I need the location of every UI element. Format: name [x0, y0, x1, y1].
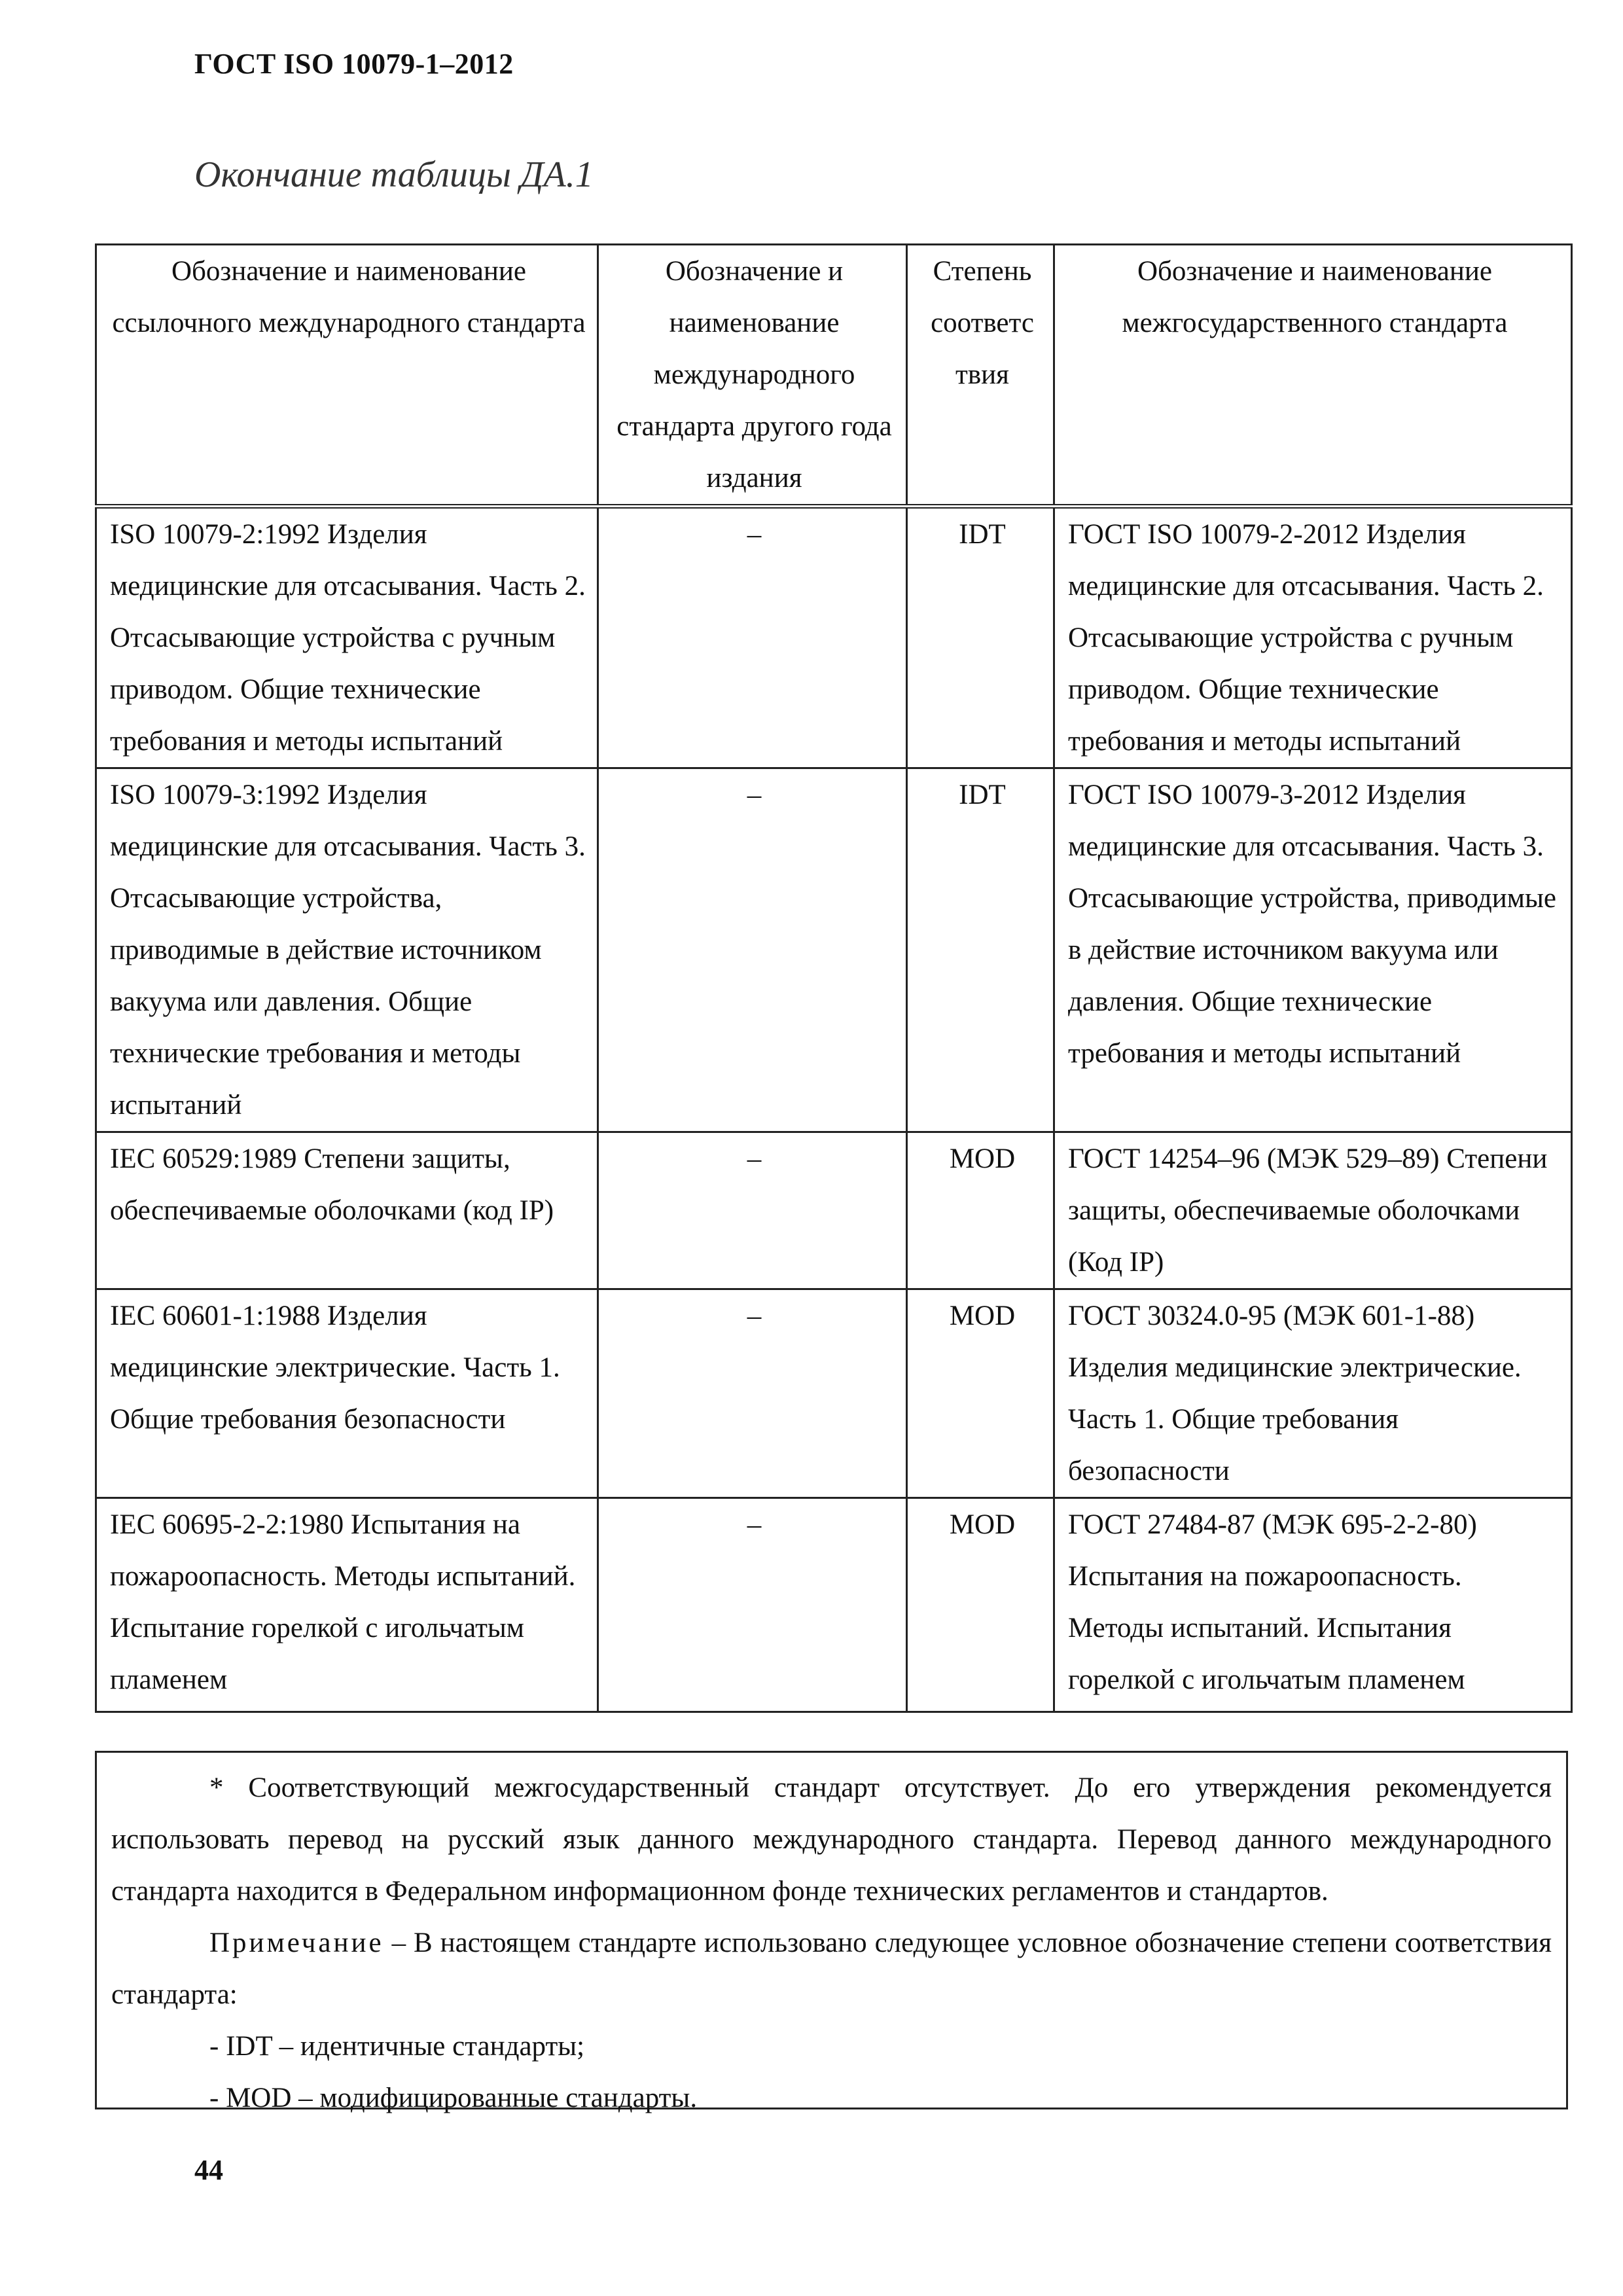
note-text: – В настоящем стандарте использовано следующее условное обозначение степени соответствия стандарта:: [111, 1928, 1552, 2010]
reference-standard-cell: ISO 10079-3:1992 Изделия медицинские для отсасывания. Часть 3. Отсасывающие устройства, приводимые в действие источником вакуума или давления. Общие технические требования и методы испытаний: [96, 768, 598, 1132]
note-paragraph: [111, 1917, 1552, 2020]
table-row: [96, 768, 1572, 1132]
interstate-standard-cell: ГОСТ ISO 10079-2-2012 Изделия медицинские для отсасывания. Часть 2. Отсасывающие устройства с ручным приводом. Общие технические требования и методы испытаний: [1054, 507, 1572, 768]
conformity-degree-cell: MOD: [907, 1289, 1054, 1498]
document-code: ГОСТ ISO 10079-1–2012: [194, 48, 514, 80]
column-header-other-year-standard: Обозначение и наименование международного стандарта другого года издания: [598, 245, 907, 507]
conformity-degree-cell: IDT: [907, 768, 1054, 1132]
conformity-degree-cell: MOD: [907, 1132, 1054, 1289]
column-header-conformity-degree: Степень соответс твия: [907, 245, 1054, 507]
reference-standard-cell: IEC 60695-2-2:1980 Испытания на пожароопасность. Методы испытаний. Испытание горелкой с игольчатым пламенем: [96, 1498, 598, 1712]
other-year-standard-cell: –: [598, 768, 907, 1132]
table-caption: Окончание таблицы ДА.1: [194, 154, 594, 195]
column-header-reference-standard: Обозначение и наименование ссылочного международного стандарта: [96, 245, 598, 507]
table-row: [96, 1498, 1572, 1712]
other-year-standard-cell: –: [598, 1132, 907, 1289]
footnote-text: * Соответствующий межгосударственный стандарт отсутствует. До его утверждения рекомендуется использовать перевод на русский язык данного международного стандарта. Перевод данного международного стандарта находится в Федеральном информационном фонде технических регламентов и стандартов.: [111, 1772, 1552, 1907]
reference-standard-cell: ISO 10079-2:1992 Изделия медицинские для отсасывания. Часть 2. Отсасывающие устройства с ручным приводом. Общие технические требования и методы испытаний: [96, 507, 598, 768]
page-number: 44: [194, 2154, 223, 2186]
table-row: [96, 507, 1572, 768]
other-year-standard-cell: –: [598, 1289, 907, 1498]
column-header-interstate-standard: Обозначение и наименование межгосударственного стандарта: [1054, 245, 1572, 507]
interstate-standard-cell: ГОСТ 30324.0-95 (МЭК 601-1-88) Изделия медицинские электрические. Часть 1. Общие требования безопасности: [1054, 1289, 1572, 1498]
note-label: Примечание: [209, 1928, 384, 1958]
standards-correspondence-table: [95, 243, 1573, 1713]
conformity-degree-cell: IDT: [907, 507, 1054, 768]
interstate-standard-cell: ГОСТ 27484-87 (МЭК 695-2-2-80) Испытания на пожароопасность. Методы испытаний. Испытания горелкой с игольчатым пламенем: [1054, 1498, 1572, 1712]
note-list-item-idt: - IDT – идентичные стандарты;: [209, 2031, 585, 2062]
table-row: [96, 1289, 1572, 1498]
reference-standard-cell: IEC 60529:1989 Степени защиты, обеспечиваемые оболочками (код IP): [96, 1132, 598, 1289]
note-list-item-mod: - MOD – модифицированные стандарты.: [209, 2083, 698, 2113]
other-year-standard-cell: –: [598, 1498, 907, 1712]
interstate-standard-cell: ГОСТ ISO 10079-3-2012 Изделия медицинские для отсасывания. Часть 3. Отсасывающие устройства, приводимые в действие источником вакуума или давления. Общие технические требования и методы испытаний: [1054, 768, 1572, 1132]
notes-box: [95, 1751, 1568, 2113]
table-row: [96, 1132, 1572, 1289]
conformity-degree-cell: MOD: [907, 1498, 1054, 1712]
interstate-standard-cell: ГОСТ 14254–96 (МЭК 529–89) Степени защиты, обеспечиваемые оболочками (Код IP): [1054, 1132, 1572, 1289]
reference-standard-cell: IEC 60601-1:1988 Изделия медицинские электрические. Часть 1. Общие требования безопасности: [96, 1289, 598, 1498]
other-year-standard-cell: –: [598, 507, 907, 768]
table-header-row: [96, 245, 1572, 507]
